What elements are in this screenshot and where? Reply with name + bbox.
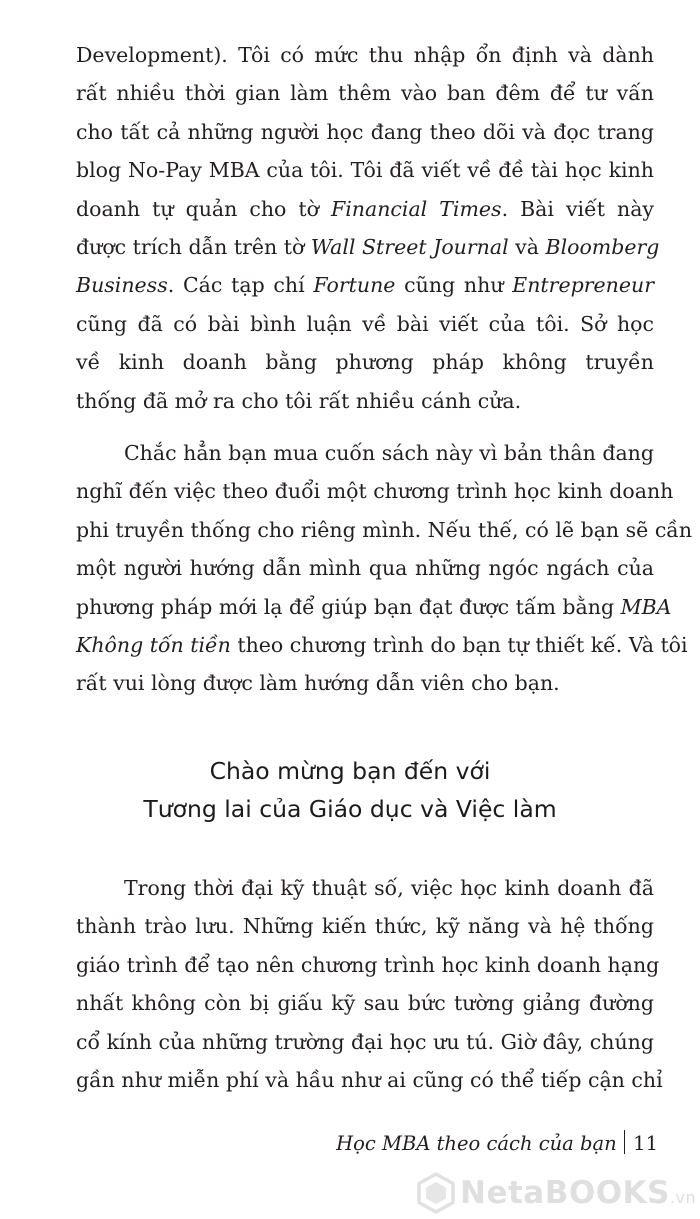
text-line (76, 190, 654, 228)
italic-text: Entrepreneur (512, 273, 654, 298)
paragraph-motivation (76, 434, 693, 703)
text-line (76, 869, 654, 907)
text-line (76, 907, 654, 945)
text-line (76, 266, 654, 304)
text-line (76, 472, 674, 510)
hexagon-logo-icon (416, 1172, 456, 1214)
text-run: phi truyền thống cho riêng mình. Nếu thế, có lẽ bạn sẽ cần (76, 517, 693, 542)
page-number: 11 (633, 1132, 658, 1155)
text-run: phương pháp mới lạ để giúp bạn đạt được tấm bằng (76, 594, 621, 619)
text-run: cũng như (395, 273, 513, 298)
text-line (76, 511, 693, 549)
paragraph-digital-era (76, 869, 663, 1099)
text-line (76, 343, 654, 381)
text-run: thống đã mở ra cho tôi rất nhiều cánh cửa. (76, 388, 522, 413)
text-line (76, 664, 654, 702)
section-heading (0, 752, 700, 828)
text-line (76, 1061, 663, 1099)
section-heading-line-2: Tương lai của Giáo dục và Việc làm (143, 795, 557, 823)
italic-text: Không tốn tiền (76, 632, 231, 657)
text-run: Trong thời đại kỹ thuật số, việc học kinh doanh đã (124, 876, 654, 900)
text-line (76, 74, 654, 112)
text-run: một người hướng dẫn mình qua những ngóc ngách của (76, 556, 654, 581)
footer-divider (624, 1130, 626, 1154)
text-run: nghĩ đến việc theo đuổi một chương trình học kinh doanh (76, 479, 674, 504)
text-run: cổ kính của những trường đại học ưu tú. Giờ đây, chúng (76, 1029, 654, 1054)
watermark-brand: NetaBOOKS (460, 1175, 670, 1211)
text-line (76, 626, 688, 664)
text-line (76, 113, 654, 151)
italic-text: Wall Street Journal (310, 234, 509, 259)
text-line (76, 382, 654, 420)
text-line (76, 549, 654, 587)
text-line (76, 946, 660, 984)
text-run: cũng đã có bài bình luận về bài viết của tôi. Sở học (76, 311, 654, 336)
text-run: doanh tự quản cho tờ (76, 196, 331, 221)
running-footer (336, 1125, 658, 1163)
text-line (76, 588, 672, 626)
text-run: . Các tạp chí (167, 273, 314, 298)
section-heading-line-1: Chào mừng bạn đến với (209, 757, 491, 785)
text-run: thành trào lưu. Những kiến thức, kỹ năng và hệ thống (76, 914, 654, 939)
text-line (76, 36, 654, 74)
text-run: giáo trình để tạo nên chương trình học kinh doanh hạng (76, 952, 660, 977)
text-run: . Bài viết này (501, 196, 654, 221)
text-run: Chắc hẳn bạn mua cuốn sách này vì bản thân đang (124, 441, 654, 465)
text-run: rất nhiều thời gian làm thêm vào ban đêm để tư vấn (76, 81, 654, 106)
italic-text: Bloomberg (545, 234, 660, 259)
text-run: blog No-Pay MBA của tôi. Tôi đã viết về đề tài học kinh (76, 158, 654, 183)
watermark-text (460, 1172, 696, 1219)
italic-text: Fortune (313, 273, 396, 298)
text-run: Development). Tôi có mức thu nhập ổn định và dành (76, 43, 654, 67)
watermark-domain: .vn (669, 1188, 697, 1207)
paragraph-continuation (76, 36, 660, 420)
text-line (76, 151, 654, 189)
text-run: rất vui lòng được làm hướng dẫn viên cho bạn. (76, 671, 560, 696)
text-run: gần như miễn phí và hầu như ai cũng có thể tiếp cận chỉ (76, 1067, 663, 1092)
italic-text: Financial Times (331, 196, 502, 221)
text-run: về kinh doanh bằng phương pháp không truyền (76, 350, 654, 375)
italic-text: Business (76, 273, 168, 298)
italic-text: MBA (620, 594, 672, 619)
watermark-logo (416, 1170, 700, 1216)
text-run: nhất không còn bị giấu kỹ sau bức tường giảng đường (76, 991, 654, 1016)
text-line (76, 228, 660, 266)
text-run: được trích dẫn trên tờ (76, 234, 311, 259)
text-run: theo chương trình do bạn tự thiết kế. Và tôi (230, 632, 688, 657)
text-line (76, 305, 654, 343)
text-run: và (508, 234, 546, 259)
footer-book-title: Học MBA theo cách của bạn (336, 1132, 617, 1155)
text-line (76, 434, 654, 472)
text-run: cho tất cả những người học đang theo dõi và đọc trang (76, 119, 654, 144)
text-line (76, 1023, 654, 1061)
text-line (76, 984, 654, 1022)
